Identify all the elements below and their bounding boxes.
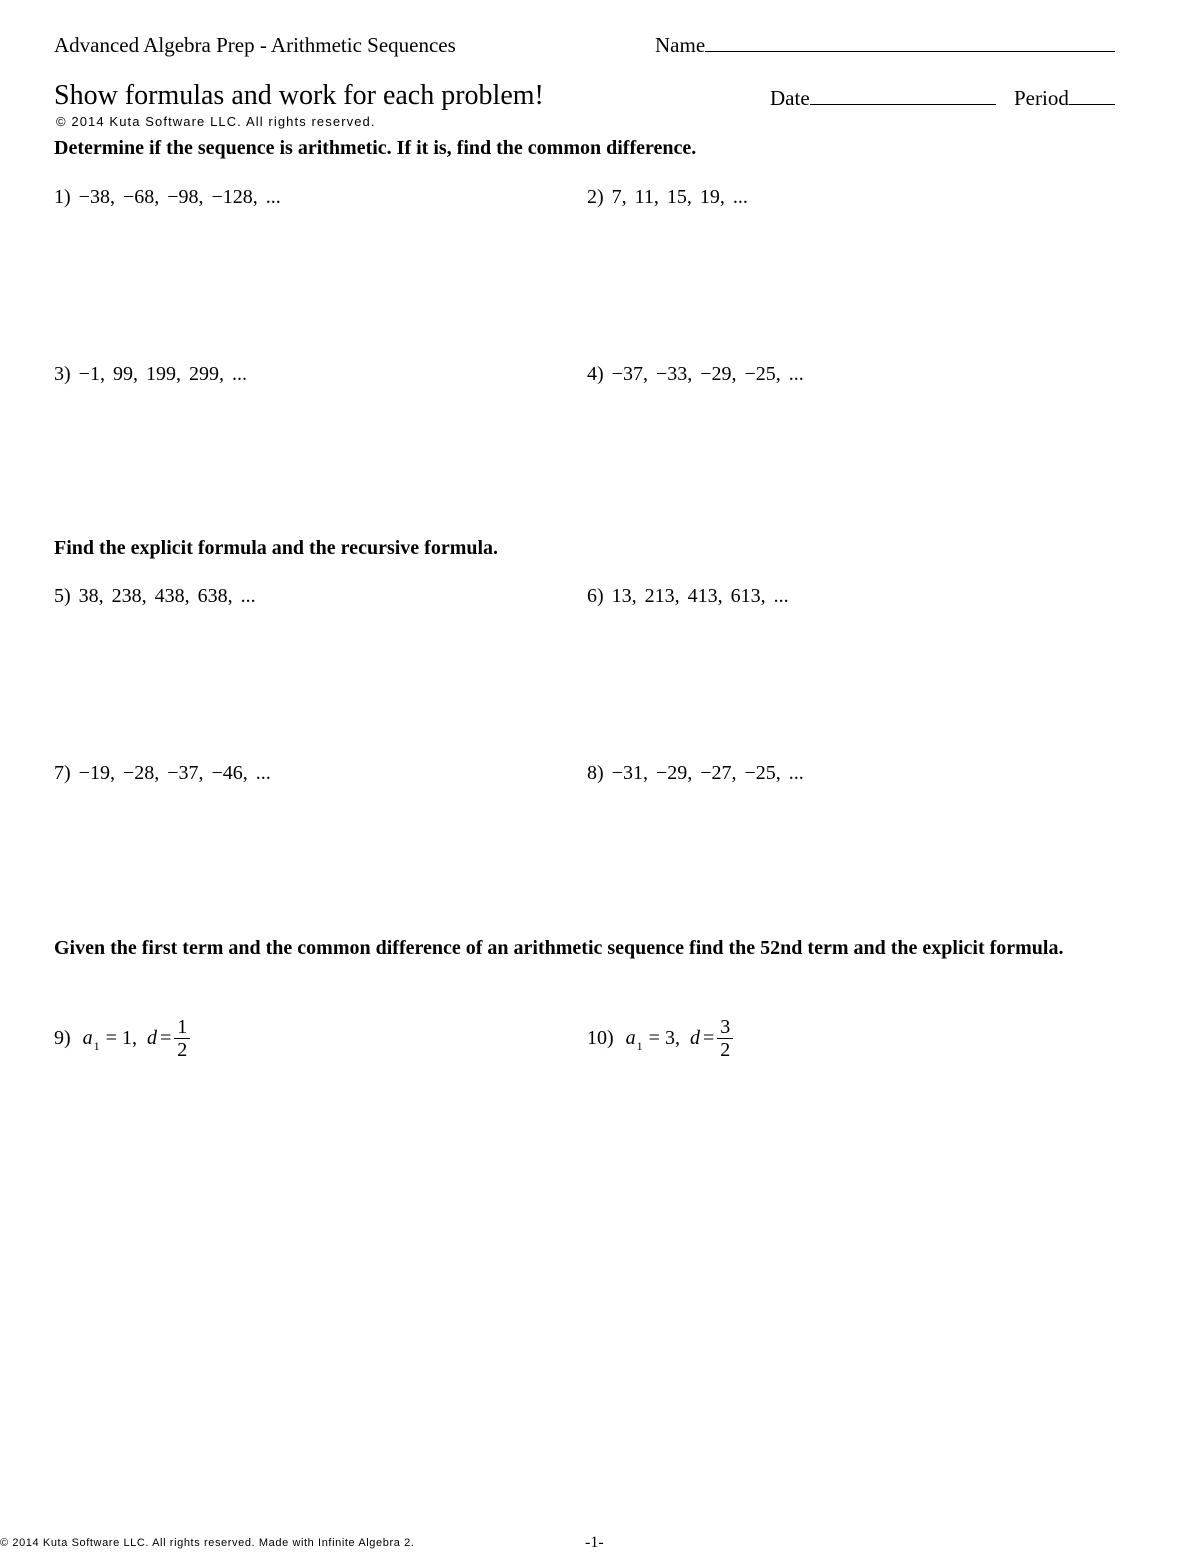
first-term-subscript: 1 xyxy=(636,1039,643,1053)
section-3-instruction: Given the first term and the common difference of an arithmetic sequence find the 52nd term and the explicit formula. xyxy=(54,937,1064,959)
fraction-denominator: 2 xyxy=(720,1039,731,1061)
date-blank xyxy=(810,86,996,105)
difference-equals: = xyxy=(702,1027,715,1049)
problem-3 xyxy=(54,363,247,386)
first-term-variable: a xyxy=(82,1027,93,1049)
problem-number: 9) xyxy=(54,1027,71,1049)
fraction-denominator: 2 xyxy=(177,1039,188,1061)
date-field xyxy=(770,86,996,111)
problem-number: 7) xyxy=(54,762,71,784)
name-label: Name xyxy=(655,33,706,57)
period-field xyxy=(1014,86,1115,111)
difference-fraction xyxy=(717,1016,733,1061)
problem-number: 3) xyxy=(54,363,71,385)
section-2-instruction: Find the explicit formula and the recursive formula. xyxy=(54,537,499,559)
date-label: Date xyxy=(770,86,810,110)
section-1-instruction: Determine if the sequence is arithmetic. If it is, find the common difference. xyxy=(54,137,697,159)
worksheet-title: Advanced Algebra Prep - Arithmetic Sequences xyxy=(54,33,456,57)
footer-copyright: © 2014 Kuta Software LLC. All rights reserved. Made with Infinite Algebra 2. xyxy=(0,1537,415,1549)
worksheet-subtitle: Show formulas and work for each problem! xyxy=(54,80,544,111)
first-term-value: = 3, xyxy=(648,1027,680,1049)
difference-variable: d xyxy=(146,1027,157,1049)
period-blank xyxy=(1069,86,1115,105)
problem-7 xyxy=(54,762,271,785)
period-label: Period xyxy=(1014,86,1069,110)
problem-number: 8) xyxy=(587,762,604,784)
problem-2 xyxy=(587,186,748,209)
problem-text: −38, −68, −98, −128, ... xyxy=(78,186,281,208)
problem-number: 2) xyxy=(587,186,604,208)
problem-text: −31, −29, −27, −25, ... xyxy=(611,762,804,784)
problem-6 xyxy=(587,585,789,608)
name-field xyxy=(655,33,1115,58)
difference-fraction xyxy=(174,1016,190,1061)
difference-variable: d xyxy=(689,1027,700,1049)
problem-number: 10) xyxy=(587,1027,614,1049)
problem-number: 1) xyxy=(54,186,71,208)
fraction-numerator: 1 xyxy=(174,1016,190,1039)
first-term-value: = 1, xyxy=(105,1027,137,1049)
problem-number: 4) xyxy=(587,363,604,385)
problem-text: 7, 11, 15, 19, ... xyxy=(611,186,748,208)
problem-1 xyxy=(54,186,281,209)
problem-8 xyxy=(587,762,804,785)
fraction-numerator: 3 xyxy=(717,1016,733,1039)
problem-number: 6) xyxy=(587,585,604,607)
first-term-variable: a xyxy=(625,1027,636,1049)
problem-9 xyxy=(54,1016,190,1061)
name-blank xyxy=(705,33,1115,52)
first-term-subscript: 1 xyxy=(93,1039,100,1053)
problem-4 xyxy=(587,363,804,386)
problem-number: 5) xyxy=(54,585,71,607)
problem-text: −37, −33, −29, −25, ... xyxy=(611,363,804,385)
page-number: -1- xyxy=(585,1534,604,1551)
problem-10 xyxy=(587,1016,733,1061)
problem-5 xyxy=(54,585,256,608)
problem-text: 38, 238, 438, 638, ... xyxy=(78,585,256,607)
copyright-notice: © 2014 Kuta Software LLC. All rights reserved. xyxy=(56,114,376,129)
problem-text: −19, −28, −37, −46, ... xyxy=(78,762,271,784)
difference-equals: = xyxy=(159,1027,172,1049)
problem-text: −1, 99, 199, 299, ... xyxy=(78,363,247,385)
problem-text: 13, 213, 413, 613, ... xyxy=(611,585,789,607)
